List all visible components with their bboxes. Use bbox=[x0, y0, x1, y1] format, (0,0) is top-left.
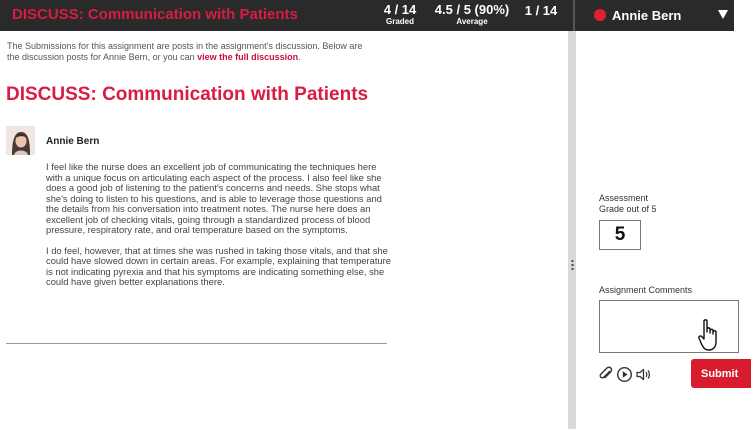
assessment-label-line2: Grade out of 5 bbox=[599, 204, 657, 214]
average-label: Average bbox=[456, 17, 488, 26]
graded-stat bbox=[381, 2, 419, 27]
audio-icon[interactable] bbox=[635, 366, 652, 383]
drag-handle-icon[interactable] bbox=[571, 259, 574, 270]
intro-suffix: . bbox=[298, 52, 301, 62]
average-score: 4.5 / 5 (90%) bbox=[434, 2, 510, 17]
assessment-label bbox=[599, 193, 657, 215]
grade-input[interactable] bbox=[599, 220, 641, 250]
media-play-icon[interactable] bbox=[616, 366, 633, 383]
student-selector[interactable]: Annie Bern bbox=[612, 8, 682, 23]
grader-header bbox=[0, 0, 734, 31]
submit-button[interactable]: Submit bbox=[691, 359, 751, 388]
submission-intro bbox=[7, 41, 372, 63]
graded-count: 4 / 14 bbox=[383, 2, 417, 17]
hand-cursor-icon bbox=[697, 318, 723, 352]
post-divider bbox=[6, 343, 387, 344]
discussion-title: DISCUSS: Communication with Patients bbox=[6, 84, 369, 105]
attachment-icon[interactable] bbox=[598, 366, 615, 383]
average-stat bbox=[430, 2, 514, 27]
dropdown-caret-icon[interactable] bbox=[718, 10, 728, 19]
panel-resize-bar[interactable] bbox=[568, 31, 576, 429]
post-paragraph: I do feel, however, that at times she was rushed in taking those vitals, and that she could have slowed down in certain areas. For example, explaining that temperature is not indicating pyrexia and that his symptoms are indicating something else, she could have given better explanations there. bbox=[46, 244, 391, 287]
assignment-title[interactable]: DISCUSS: Communication with Patients bbox=[12, 6, 298, 23]
post-author-name: Annie Bern bbox=[46, 136, 100, 147]
graded-label: Graded bbox=[385, 17, 414, 26]
student-position: 1 / 14 bbox=[524, 3, 558, 18]
post-paragraph: I feel like the nurse does an excellent job of communicating the techniques here with a unique focus on articulating each aspect of the process. I also feel like she does a good job of listening to the patient's concerns and needs. She stops what she's doing to listen to his questions, and is able to leverage those questions and the details from his conversation into treatment notes. The nurse here does an excellent job of checking vitals, going through a standardized process of blood pressure, respiratory rate, and oral temperature based on the symptoms. bbox=[46, 161, 382, 235]
comments-label: Assignment Comments bbox=[599, 285, 693, 295]
assessment-label-line1: Assessment bbox=[599, 193, 649, 203]
discussion-post bbox=[46, 162, 391, 288]
header-separator bbox=[573, 0, 575, 31]
avatar bbox=[6, 126, 35, 155]
student-status-dot bbox=[594, 9, 606, 21]
intro-text: The Submissions for this assignment are posts in the assignment's discussion. Below are the discussion posts for Annie Bern, or you can bbox=[7, 41, 363, 62]
student-position-stat bbox=[521, 2, 561, 18]
view-full-discussion-link[interactable]: view the full discussion bbox=[197, 52, 299, 62]
